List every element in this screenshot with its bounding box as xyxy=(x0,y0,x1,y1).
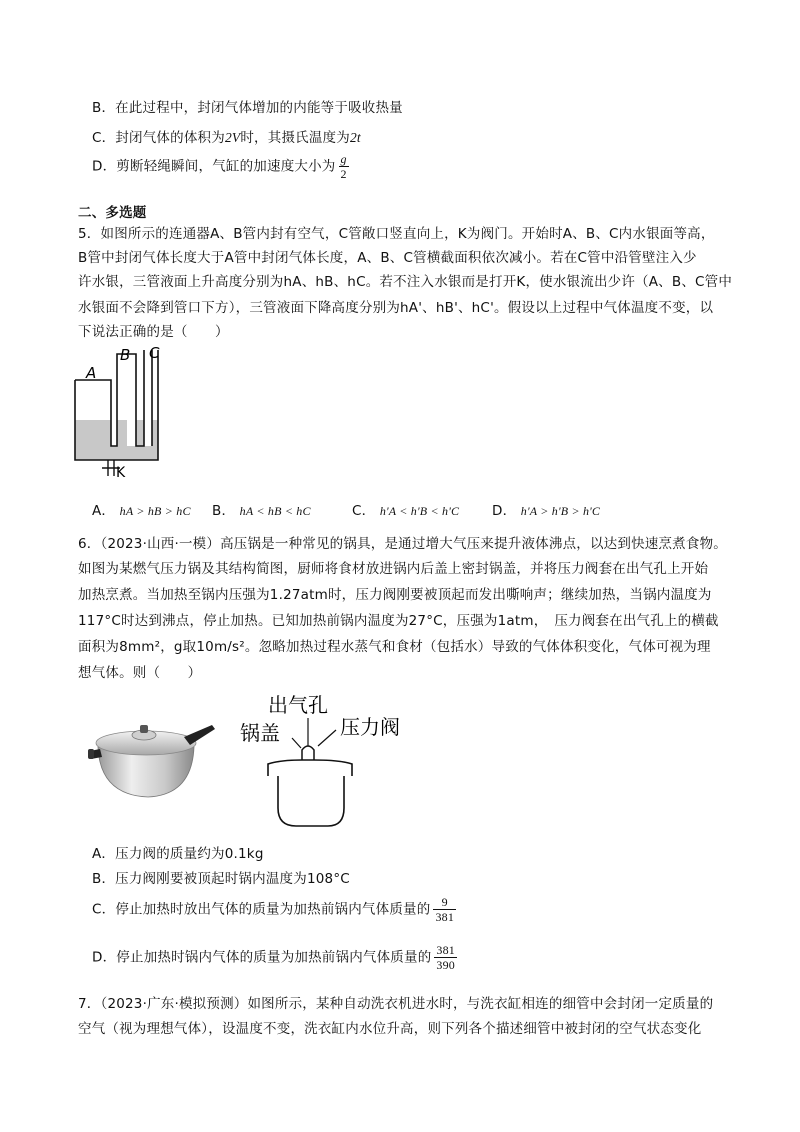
label-c: C xyxy=(149,344,160,362)
q6-line-3: 加热烹煮。当加热至锅内压强为1.27atm时，压力阀刚要被顶起而发出嘶响声；继续加热，当锅内温度为 xyxy=(78,587,712,603)
label-lid: 锅盖 xyxy=(240,721,280,745)
fraction-denominator: 381 xyxy=(435,910,455,924)
option-expression: h'A > h'B > h'C xyxy=(520,504,601,518)
q5-line-2: B管中封闭气体长度大于A管中封闭气体长度，A、B、C管横截面积依次减小。若在C管中沿管壁注入少 xyxy=(78,250,697,266)
label-b: B xyxy=(120,346,131,364)
label-k: K xyxy=(116,465,126,480)
q7-line-1: 7．（2023·广东·模拟预测）如图所示，某种自动洗衣机进水时，与洗衣缸相连的细管中会封闭一定质量的 xyxy=(78,996,714,1012)
q5-option-c xyxy=(352,499,459,519)
q5-option-d xyxy=(492,499,600,519)
q6-option-a: A．压力阀的质量约为0.1kg xyxy=(92,846,264,862)
q5-line-1: 5．如图所示的连通器A、B管内封有空气，C管敞口竖直向上，K为阀门。开始时A、B、C内水银面等高， xyxy=(78,226,715,242)
q6-line-2: 如图为某燃气压力锅及其结构简图，厨师将食材放进锅内后盖上密封锅盖，并将压力阀套在出气孔上开始 xyxy=(78,561,709,577)
option-expression: hA > hB > hC xyxy=(119,504,191,518)
q6-option-c xyxy=(92,895,456,924)
q4-option-d xyxy=(92,152,349,181)
pressure-cooker-structure-diagram xyxy=(236,690,416,830)
label-a: A xyxy=(86,364,97,382)
q6-option-b: B．压力阀刚要被顶起时锅内温度为108°C xyxy=(92,871,350,887)
option-letter: C． xyxy=(352,503,376,519)
option-expression: hA < hB < hC xyxy=(239,504,311,518)
label-valve: 压力阀 xyxy=(340,715,400,739)
q4-option-b: B．在此过程中，封闭气体增加的内能等于吸收热量 xyxy=(92,100,403,116)
q4-option-c-text: C．封闭气体的体积为 xyxy=(92,130,225,146)
option-expression: h'A < h'B < h'C xyxy=(379,504,460,518)
q4-option-d-text: D．剪断轻绳瞬间，气缸的加速度大小为 xyxy=(92,158,336,175)
fraction-denominator: 390 xyxy=(436,958,456,972)
fraction-numerator: 381 xyxy=(436,943,456,957)
option-letter: B． xyxy=(212,503,236,519)
label-outlet: 出气孔 xyxy=(268,693,328,717)
option-letter: A． xyxy=(92,503,116,519)
q4-option-c-volume: 2V xyxy=(224,130,241,145)
pressure-cooker-photo xyxy=(88,705,218,805)
fraction-numerator: 9 xyxy=(433,895,456,910)
q7-line-2: 空气（视为理想气体），设温度不变，洗衣缸内水位升高，则下列各个描述细管中被封闭的空气状态变化 xyxy=(78,1021,702,1037)
q6-option-d-text: D．停止加热时锅内气体的质量为加热前锅内气体质量的 xyxy=(92,949,432,966)
q6-line-1: 6．（2023·山西·一模）高压锅是一种常见的锅具，是通过增大气压来提升液体沸点，以达到快速烹煮食物。 xyxy=(78,536,727,552)
fraction-numerator: g xyxy=(340,152,347,166)
connected-tubes-diagram xyxy=(68,340,178,480)
q6-option-c-fraction xyxy=(433,895,456,924)
q4-option-c-temp: 2t xyxy=(349,130,361,145)
q6-line-4: 117°C时达到沸点，停止加热。已知加热前锅内温度为27°C，压强为1atm， 压力阀套在出气孔上的横截 xyxy=(78,613,719,629)
fraction-denominator: 2 xyxy=(340,167,347,181)
q5-option-a xyxy=(92,499,191,519)
q6-line-6: 想气体。则（ ） xyxy=(78,665,202,681)
q6-line-5: 面积为8mm²，g取10m/s²。忽略加热过程水蒸气和食材（包括水）导致的气体体积变化，气体可视为理 xyxy=(78,639,711,655)
q4-option-c-mid: 时，其摄氏温度为 xyxy=(240,130,350,146)
q6-option-d-fraction xyxy=(434,943,457,972)
q4-option-d-fraction xyxy=(339,152,349,181)
q5-line-4: 水银面不会降到管口下方），三管液面下降高度分别为hA'、hB'、hC'。假设以上过程中气体温度不变，以 xyxy=(78,300,714,316)
q6-option-c-text: C．停止加热时放出气体的质量为加热前锅内气体质量的 xyxy=(92,901,431,918)
section-title: 二、多选题 xyxy=(78,205,147,221)
q5-line-5: 下说法正确的是（ ） xyxy=(78,324,229,340)
q5-option-b xyxy=(212,499,311,519)
q4-option-c xyxy=(92,126,361,146)
q5-line-3: 许水银，三管液面上升高度分别为hA、hB、hC。若不注入水银而是打开K，使水银流出少许（A、B、C管中 xyxy=(78,274,733,290)
q6-option-d xyxy=(92,943,457,972)
option-letter: D． xyxy=(492,503,517,519)
